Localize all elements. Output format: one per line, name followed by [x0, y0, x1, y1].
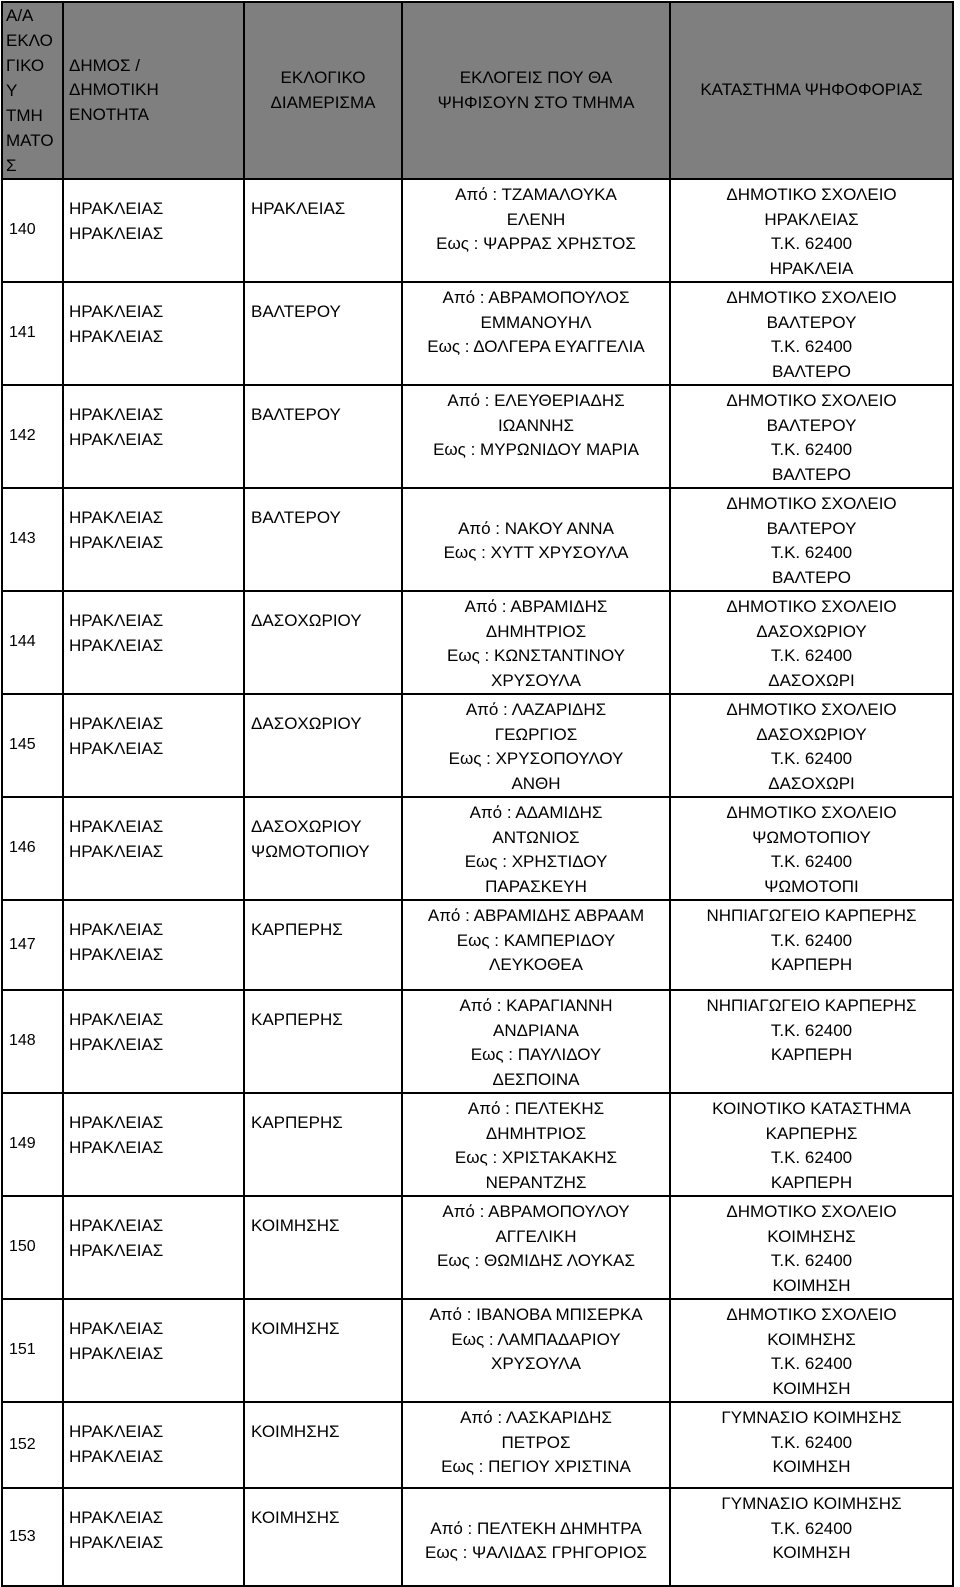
cell-line: ΗΡΑΚΛΕΙΑΣ	[69, 1343, 164, 1363]
cell-line: Από : ΑΒΡΑΜΟΠΟΥΛΟΣ	[442, 288, 630, 307]
cell-line: ΗΡΑΚΛΕΙΑΣ	[69, 611, 164, 630]
table-row	[2, 694, 953, 797]
electoral-district-cell	[244, 1093, 402, 1196]
electoral-district-cell	[244, 179, 402, 282]
cell-line: ΗΡΑΚΛΕΙΑΣ	[69, 738, 164, 758]
polling-station-cell	[670, 1402, 953, 1488]
table-row	[2, 797, 953, 900]
cell-line: ΓΕΩΡΓΙΟΣ	[494, 724, 578, 744]
cell-line: ΚΟΙΜΗΣΗΣ	[251, 1319, 340, 1338]
cell-line: Από : ΕΛΕΥΘΕΡΙΑΔΗΣ	[447, 391, 625, 410]
cell-line: Τ.Κ. 62400	[770, 1518, 853, 1538]
cell-line: ΔΑΣΟΧΩΡΙ	[768, 670, 855, 690]
cell-line: Από : ΝΑΚΟΥ ΑΝΝΑ	[458, 518, 614, 538]
cell-line: ΔΗΜΟΤΙΚΟ ΣΧΟΛΕΙΟ	[726, 1305, 897, 1324]
cell-line: Από : ΑΔΑΜΙΔΗΣ	[469, 803, 603, 822]
cell-line: ΒΑΛΤΕΡΟΥ	[251, 508, 341, 527]
cell-line: ΓΥΜΝΑΣΙΟ ΚΟΙΜΗΣΗΣ	[721, 1408, 902, 1427]
cell-line: ΚΟΙΜΗΣΗΣ	[251, 1422, 340, 1441]
cell-line: ΔΗΜΟΤΙΚΟ ΣΧΟΛΕΙΟ	[726, 1202, 897, 1221]
cell-line: ΠΕΤΡΟΣ	[501, 1432, 571, 1452]
section-number-cell	[2, 797, 63, 900]
header-voter-range	[402, 2, 670, 179]
municipality-cell	[63, 1402, 244, 1488]
cell-line: ΝΕΡΑΝΤΖΗΣ	[485, 1172, 587, 1192]
voter-range-cell	[402, 1299, 670, 1402]
cell-line: ΜΑΤΟ	[6, 131, 54, 150]
cell-line: ΚΟΙΜΗΣΗΣ	[767, 1329, 856, 1349]
section-number-cell	[2, 1093, 63, 1196]
cell-line: ΚΟΙΜΗΣΗ	[772, 1275, 851, 1295]
table-row	[2, 1488, 953, 1586]
cell-line: 152	[9, 1435, 36, 1453]
cell-line: ΗΡΑΚΛΕΙΑΣ	[251, 199, 346, 218]
cell-line: Τ.Κ. 62400	[770, 440, 853, 459]
header-row	[2, 2, 953, 179]
polling-station-cell	[670, 797, 953, 900]
municipality-cell	[63, 385, 244, 488]
cell-line: ΔΙΑΜΕΡΙΣΜΑ	[270, 92, 376, 112]
cell-line: ΑΝΤΩΝΙΟΣ	[492, 827, 580, 847]
voter-range-cell	[402, 900, 670, 990]
cell-line: ΗΡΑΚΛΕΙΑΣ	[69, 1532, 164, 1552]
cell-line: 143	[9, 530, 36, 548]
cell-line: ΔΗΜΟΤΙΚΟ ΣΧΟΛΕΙΟ	[726, 185, 897, 204]
section-number-cell	[2, 1196, 63, 1299]
cell-line: Από : ΛΑΣΚΑΡΙΔΗΣ	[460, 1408, 612, 1427]
section-number-cell	[2, 990, 63, 1093]
cell-line: ΕΜΜΑΝΟΥΗΛ	[480, 312, 592, 332]
municipality-cell	[63, 282, 244, 385]
cell-line: ΚΟΙΜΗΣΗ	[772, 1457, 851, 1476]
table-row	[2, 591, 953, 694]
municipality-cell	[63, 694, 244, 797]
cell-line: ΔΑΣΟΧΩΡΙΟΥ	[756, 621, 867, 641]
cell-line: Εως : ΧΡΥΣΟΠΟΥΛΟΥ	[448, 749, 624, 768]
cell-line: Τ.Κ. 62400	[770, 1251, 853, 1270]
cell-line: ΗΡΑΚΛΕΙΑΣ	[69, 1422, 164, 1441]
section-number-cell	[2, 385, 63, 488]
table-row	[2, 900, 953, 990]
voter-range-cell	[402, 282, 670, 385]
cell-line: ΔΗΜΟΤΙΚΗ	[69, 80, 159, 100]
cell-line: Από : ΤΖΑΜΑΛΟΥΚΑ	[455, 185, 617, 204]
voter-range-cell	[402, 990, 670, 1093]
table-row	[2, 179, 953, 282]
cell-line: ΗΡΑΚΛΕΙΑΣ	[69, 405, 164, 424]
cell-line: ΠΑΡΑΣΚΕΥΗ	[485, 876, 587, 896]
cell-line: Εως : ΨΑΛΙΔΑΣ ΓΡΗΓΟΡΙΟΣ	[425, 1543, 647, 1562]
cell-line: ΚΑΡΠΕΡΗΣ	[765, 1123, 858, 1143]
table-row	[2, 1093, 953, 1196]
cell-line: ΑΝΘΗ	[511, 773, 561, 793]
cell-line: ΚΟΙΝΟΤΙΚΟ ΚΑΤΑΣΤΗΜΑ	[712, 1099, 911, 1118]
voter-range-cell	[402, 694, 670, 797]
table-row	[2, 990, 953, 1093]
cell-line: ΔΑΣΟΧΩΡΙΟΥ	[251, 611, 362, 630]
cell-line: ΗΡΑΚΛΕΙΑΣ	[69, 1010, 164, 1029]
table-row	[2, 1196, 953, 1299]
cell-line: Από : ΙΒΑΝΟΒΑ ΜΠΙΣΕΡΚΑ	[429, 1305, 643, 1324]
cell-line: Τ.Κ. 62400	[770, 543, 853, 562]
municipality-cell	[63, 900, 244, 990]
polling-station-cell	[670, 1488, 953, 1586]
cell-line: ΔΑΣΟΧΩΡΙ	[768, 773, 855, 793]
electoral-district-cell	[244, 797, 402, 900]
polling-station-cell	[670, 385, 953, 488]
municipality-cell	[63, 1488, 244, 1586]
cell-line: ΔΗΜΟΤΙΚΟ ΣΧΟΛΕΙΟ	[726, 803, 897, 822]
table-row	[2, 1299, 953, 1402]
cell-line: ΕΚΛΟΓΕΙΣ ΠΟΥ ΘΑ	[459, 68, 613, 87]
cell-line: ΒΑΛΤΕΡΟΥ	[251, 405, 341, 424]
voter-range-cell	[402, 797, 670, 900]
cell-line: ΒΑΛΤΕΡΟΥ	[766, 518, 857, 538]
section-number-cell	[2, 1299, 63, 1402]
cell-line: ΔΕΣΠΟΙΝΑ	[492, 1069, 580, 1089]
cell-line: ΔΗΜΟΤΙΚΟ ΣΧΟΛΕΙΟ	[726, 391, 897, 410]
cell-line: ΗΡΑΚΛΕΙΑΣ	[69, 1240, 164, 1260]
cell-line: Από : ΠΕΛΤΕΚΗ ΔΗΜΗΤΡΑ	[430, 1518, 642, 1538]
cell-line: 147	[9, 935, 36, 953]
cell-line: ΔΑΣΟΧΩΡΙΟΥ	[251, 714, 362, 733]
cell-line: ΚΑΡΠΕΡΗΣ	[251, 920, 343, 939]
cell-line: Τ.Κ. 62400	[770, 1020, 853, 1040]
cell-line: ΑΝΔΡΙΑΝΑ	[493, 1020, 579, 1040]
cell-line: ΗΡΑΚΛΕΙΑΣ	[69, 841, 164, 861]
cell-line: 153	[9, 1527, 36, 1545]
table-row	[2, 1402, 953, 1488]
header-polling-station	[670, 2, 953, 179]
cell-line: ΕΝΟΤΗΤΑ	[69, 104, 149, 124]
municipality-cell	[63, 1196, 244, 1299]
cell-line: Εως : ΠΕΓΙΟΥ ΧΡΙΣΤΙΝΑ	[441, 1457, 631, 1476]
cell-line: ΔΗΜΟΤΙΚΟ ΣΧΟΛΕΙΟ	[726, 700, 897, 719]
table-row	[2, 282, 953, 385]
cell-line: ΔΑΣΟΧΩΡΙΟΥ	[251, 817, 362, 836]
cell-line: Α/Α	[6, 6, 34, 25]
cell-line: ΗΡΑΚΛΕΙΑ	[769, 258, 854, 278]
cell-line: ΔΗΜΗΤΡΙΟΣ	[485, 1123, 587, 1143]
cell-line: ΔΗΜΟΣ /	[69, 55, 140, 75]
polling-station-cell	[670, 488, 953, 591]
cell-line: ΙΩΑΝΝΗΣ	[497, 415, 575, 435]
cell-line: ΗΡΑΚΛΕΙΑΣ	[69, 532, 164, 552]
cell-line: ΗΡΑΚΛΕΙΑΣ	[69, 714, 164, 733]
cell-line: ΚΟΙΜΗΣΗΣ	[251, 1508, 340, 1527]
electoral-district-cell	[244, 900, 402, 990]
section-number-cell	[2, 900, 63, 990]
cell-line: 149	[9, 1135, 36, 1153]
cell-line: Τ.Κ. 62400	[770, 852, 853, 871]
cell-line: ΔΑΣΟΧΩΡΙΟΥ	[756, 724, 867, 744]
cell-line: ΔΗΜΗΤΡΙΟΣ	[485, 621, 587, 641]
polling-station-cell	[670, 990, 953, 1093]
cell-line: ΨΩΜΟΤΟΠΙΟΥ	[752, 827, 871, 847]
cell-line: Από : ΛΑΖΑΡΙΔΗΣ	[465, 700, 607, 719]
section-number-cell	[2, 488, 63, 591]
voter-range-cell	[402, 591, 670, 694]
cell-line: 148	[9, 1032, 36, 1050]
cell-line: ΓΙΚΟ	[6, 56, 45, 75]
cell-line: Από : ΚΑΡΑΓΙΑΝΝΗ	[459, 996, 613, 1015]
table-row	[2, 488, 953, 591]
cell-line: Σ	[6, 156, 17, 175]
cell-line: ΗΡΑΚΛΕΙΑΣ	[69, 1446, 164, 1466]
cell-line: Εως : ΚΩΝΣΤΑΝΤΙΝΟΥ	[447, 646, 625, 665]
cell-line: ΨΩΜΟΤΟΠΙ	[764, 876, 859, 896]
cell-line: ΒΑΛΤΕΡΟΥ	[766, 415, 857, 435]
cell-line: Εως : ΧΡΙΣΤΑΚΑΚΗΣ	[454, 1148, 618, 1167]
cell-line: ΔΗΜΟΤΙΚΟ ΣΧΟΛΕΙΟ	[726, 494, 897, 513]
voter-range-cell	[402, 488, 670, 591]
cell-line: Εως : ΧΡΗΣΤΙΔΟΥ	[464, 852, 608, 871]
section-number-cell	[2, 179, 63, 282]
polling-station-cell	[670, 1299, 953, 1402]
electoral-district-cell	[244, 990, 402, 1093]
cell-line: Από : ΑΒΡΑΜΙΔΗΣ ΑΒΡΑΑΜ	[427, 906, 645, 925]
cell-line: Εως : ΠΑΥΛΙΔΟΥ	[470, 1045, 602, 1064]
cell-line: ΚΑΡΠΕΡΗΣ	[251, 1113, 343, 1132]
electoral-district-cell	[244, 1488, 402, 1586]
section-number-cell	[2, 591, 63, 694]
table-row	[2, 385, 953, 488]
cell-line: 141	[9, 324, 36, 342]
section-number-cell	[2, 1402, 63, 1488]
cell-line: Υ	[6, 81, 18, 100]
cell-line: Τ.Κ. 62400	[770, 337, 853, 356]
voter-range-cell	[402, 179, 670, 282]
polling-station-cell	[670, 179, 953, 282]
cell-line: ΗΡΑΚΛΕΙΑΣ	[69, 1319, 164, 1338]
electoral-district-cell	[244, 1196, 402, 1299]
cell-line: ΕΛΕΝΗ	[506, 209, 566, 229]
cell-line: ΗΡΑΚΛΕΙΑΣ	[69, 1137, 164, 1157]
cell-line: Τ.Κ. 62400	[770, 930, 853, 950]
cell-line: ΗΡΑΚΛΕΙΑΣ	[69, 326, 164, 346]
voter-range-cell	[402, 1402, 670, 1488]
cell-line: ΗΡΑΚΛΕΙΑΣ	[69, 302, 164, 321]
cell-line: ΗΡΑΚΛΕΙΑΣ	[69, 635, 164, 655]
cell-line: ΗΡΑΚΛΕΙΑΣ	[69, 199, 164, 218]
electoral-district-cell	[244, 591, 402, 694]
municipality-cell	[63, 797, 244, 900]
cell-line: ΓΥΜΝΑΣΙΟ ΚΟΙΜΗΣΗΣ	[721, 1494, 902, 1513]
cell-line: Εως : ΚΑΜΠΕΡΙΔΟΥ	[456, 930, 616, 950]
voter-range-cell	[402, 1488, 670, 1586]
polling-station-cell	[670, 900, 953, 990]
cell-line: Τ.Κ. 62400	[770, 749, 853, 768]
cell-line: ΒΑΛΤΕΡΟ	[771, 361, 852, 381]
cell-line: ΚΑΡΠΕΡΗ	[770, 1172, 853, 1192]
cell-line: ΚΟΙΜΗΣΗ	[772, 1543, 851, 1562]
cell-line: ΧΡΥΣΟΥΛΑ	[491, 670, 581, 690]
cell-line: ΒΑΛΤΕΡΟ	[771, 567, 852, 587]
cell-line: ΒΑΛΤΕΡΟΥ	[766, 312, 857, 332]
cell-line: Εως : ΛΑΜΠΑΔΑΡΙΟΥ	[451, 1329, 621, 1349]
header-section-number	[2, 2, 63, 179]
cell-line: 146	[9, 839, 36, 857]
cell-line: ΝΗΠΙΑΓΩΓΕΙΟ ΚΑΡΠΕΡΗΣ	[706, 996, 917, 1015]
cell-line: ΗΡΑΚΛΕΙΑΣ	[764, 209, 859, 229]
cell-line: ΚΟΙΜΗΣΗΣ	[767, 1226, 856, 1246]
cell-line: 145	[9, 736, 36, 754]
cell-line: ΛΕΥΚΟΘΕΑ	[489, 955, 583, 974]
electoral-district-cell	[244, 694, 402, 797]
cell-line: Εως : ΧΥΤΤ ΧΡΥΣΟΥΛΑ	[443, 543, 629, 562]
cell-line: ΚΑΤΑΣΤΗΜΑ ΨΗΦΟΦΟΡΙΑΣ	[700, 80, 923, 100]
voter-range-cell	[402, 1093, 670, 1196]
cell-line: 150	[9, 1238, 36, 1256]
cell-line: ΤΜΗ	[6, 106, 43, 125]
cell-line: ΗΡΑΚΛΕΙΑΣ	[69, 1034, 164, 1054]
municipality-cell	[63, 591, 244, 694]
cell-line: Τ.Κ. 62400	[770, 1354, 853, 1373]
cell-line: ΗΡΑΚΛΕΙΑΣ	[69, 223, 164, 243]
cell-line: ΗΡΑΚΛΕΙΑΣ	[69, 429, 164, 449]
cell-line: Τ.Κ. 62400	[770, 646, 853, 665]
cell-line: ΧΡΥΣΟΥΛΑ	[491, 1354, 581, 1373]
header-electoral-district	[244, 2, 402, 179]
cell-line: ΕΚΛΟ	[6, 31, 53, 50]
electoral-district-cell	[244, 282, 402, 385]
voter-range-cell	[402, 1196, 670, 1299]
electoral-district-cell	[244, 385, 402, 488]
electoral-district-cell	[244, 1402, 402, 1488]
cell-line: ΚΑΡΠΕΡΗ	[770, 1045, 853, 1064]
cell-line: ΨΩΜΟΤΟΠΙΟΥ	[251, 841, 370, 861]
polling-sections-table	[1, 1, 954, 1587]
cell-line: 144	[9, 633, 36, 651]
cell-line: 142	[9, 427, 36, 445]
cell-line: ΔΗΜΟΤΙΚΟ ΣΧΟΛΕΙΟ	[726, 288, 897, 307]
cell-line: ΗΡΑΚΛΕΙΑΣ	[69, 1508, 164, 1527]
cell-line: Από : ΑΒΡΑΜΙΔΗΣ	[464, 597, 608, 616]
cell-line: ΝΗΠΙΑΓΩΓΕΙΟ ΚΑΡΠΕΡΗΣ	[706, 906, 917, 925]
cell-line: ΚΑΡΠΕΡΗΣ	[251, 1010, 343, 1029]
section-number-cell	[2, 282, 63, 385]
voter-range-cell	[402, 385, 670, 488]
cell-line: Από : ΠΕΛΤΕΚΗΣ	[467, 1099, 605, 1118]
cell-line: ΚΑΡΠΕΡΗ	[770, 955, 853, 974]
cell-line: Από : ΑΒΡΑΜΟΠΟΥΛΟΥ	[442, 1202, 630, 1221]
municipality-cell	[63, 488, 244, 591]
cell-line: ΒΑΛΤΕΡΟ	[771, 464, 852, 484]
cell-line: ΗΡΑΚΛΕΙΑΣ	[69, 944, 164, 964]
cell-line: Εως : ΘΩΜΙΔΗΣ ΛΟΥΚΑΣ	[437, 1251, 635, 1270]
header-municipality	[63, 2, 244, 179]
cell-line: ΗΡΑΚΛΕΙΑΣ	[69, 817, 164, 836]
cell-line: 140	[9, 221, 36, 239]
cell-line: ΗΡΑΚΛΕΙΑΣ	[69, 1113, 164, 1132]
section-number-cell	[2, 1488, 63, 1586]
cell-line: Τ.Κ. 62400	[770, 1432, 853, 1452]
cell-line: ΑΓΓΕΛΙΚΗ	[495, 1226, 577, 1246]
cell-line	[403, 492, 669, 517]
cell-line: ΔΗΜΟΤΙΚΟ ΣΧΟΛΕΙΟ	[726, 597, 897, 616]
polling-station-cell	[670, 694, 953, 797]
cell-line: Εως : ΜΥΡΩΝΙΔΟΥ ΜΑΡΙΑ	[433, 440, 639, 459]
polling-station-cell	[670, 1196, 953, 1299]
cell-line: ΕΚΛΟΓΙΚΟ	[280, 68, 366, 87]
cell-line: Τ.Κ. 62400	[770, 234, 853, 253]
cell-line: 151	[9, 1341, 36, 1359]
electoral-district-cell	[244, 488, 402, 591]
municipality-cell	[63, 1299, 244, 1402]
cell-line: ΒΑΛΤΕΡΟΥ	[251, 302, 341, 321]
polling-station-cell	[670, 282, 953, 385]
cell-line: ΚΟΙΜΗΣΗ	[772, 1378, 851, 1398]
cell-line: ΗΡΑΚΛΕΙΑΣ	[69, 920, 164, 939]
municipality-cell	[63, 990, 244, 1093]
cell-line: Εως : ΨΑΡΡΑΣ ΧΡΗΣΤΟΣ	[436, 234, 636, 253]
section-number-cell	[2, 694, 63, 797]
electoral-district-cell	[244, 1299, 402, 1402]
cell-line: Εως : ΔΟΛΓΕΡΑ ΕΥΑΓΓΕΛΙΑ	[427, 337, 645, 356]
polling-station-cell	[670, 591, 953, 694]
cell-line: ΗΡΑΚΛΕΙΑΣ	[69, 1216, 164, 1235]
cell-line	[403, 1492, 669, 1517]
polling-station-cell	[670, 1093, 953, 1196]
cell-line: ΨΗΦΙΣΟΥΝ ΣΤΟ ΤΜΗΜΑ	[437, 92, 635, 112]
cell-line: ΚΟΙΜΗΣΗΣ	[251, 1216, 340, 1235]
municipality-cell	[63, 1093, 244, 1196]
cell-line: Τ.Κ. 62400	[770, 1148, 853, 1167]
municipality-cell	[63, 179, 244, 282]
cell-line: ΗΡΑΚΛΕΙΑΣ	[69, 508, 164, 527]
